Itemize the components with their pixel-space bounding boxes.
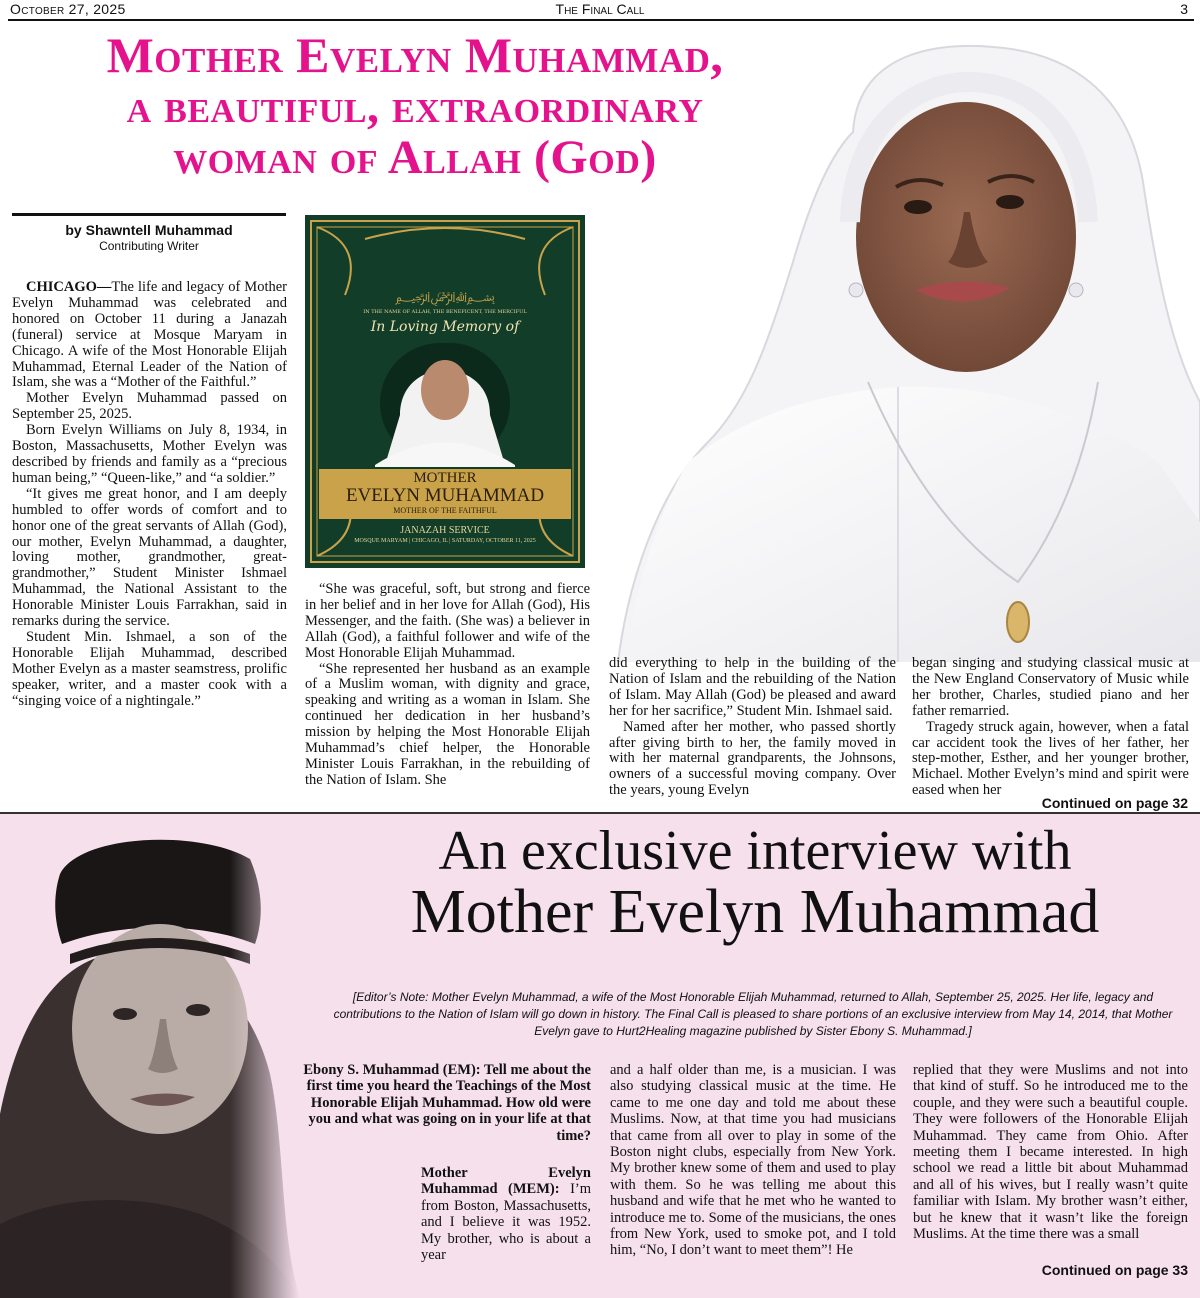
page-header [0,0,1200,20]
program-bismillah-line: IN THE NAME OF ALLAH, THE BENEFICENT, THE MERCIFUL [363,309,527,315]
page-number: 3 [1180,1,1188,17]
answer-speaker: Mother Evelyn Muhammad (MEM): [421,1165,591,1198]
continued-on-page-33-link[interactable]: Continued on page 33 [1041,1262,1188,1278]
interview-title-line-2: Mother Evelyn Muhammad [410,878,1100,946]
interview-answer-column-2: and a half older than me, is a musician. I was also studying classical music at the time. He came to me one day and told me about these Muslims. Now, at that time you had musicians that came from all over to play in some of the Boston night clubs, especially from New York. My brother knew some of them and used to play with them. So he was telling me about this husband and wife that he met who he wanted to introduce me to. Some of the musicians, the ones from New York, used to smoke pot, and I told him, “No, I don’t want to meet them”! He [610,1062,896,1259]
program-name: EVELYN MUHAMMAD [345,485,545,506]
program-title-line: MOTHER [413,470,477,486]
interview-title [310,822,1200,944]
dateline: CHICAGO— [26,279,112,295]
article-paragraph: began singing and studying classical music at the New England Conservatory of Music while her brother, Charles, studied piano and her father remarried. [912,655,1189,719]
main-headline [0,27,830,184]
article-paragraph: Mother Evelyn Muhammad passed on September 25, 2025. [12,390,287,423]
byline [12,213,286,254]
article-paragraph: “She represented her husband as an example of a Muslim woman, with dignity and grace, speaking and writing as a woman in Islam. She continued her dedication in her husband’s mission by helping the Most Honorable Elijah Muhammad’s chief helper, the Honorable Minister Louis Farrakhan, in the rebuilding of the Nation of Islam. She [305,660,590,788]
article-column-1 [12,280,287,709]
byline-author: by Shawntell Muhammad [65,222,233,238]
article-paragraph: “She was graceful, soft, but strong and fierce in her belief and in her love for Allah (God), His Messenger, and the faith. (She was) a believer in Allah (God), a faithful follower and wife of the Most Honorable Elijah Muhammad. [305,581,590,661]
program-subtitle: MOTHER OF THE FAITHFUL [393,506,497,515]
interview-title-line-1: An exclusive interview with [438,820,1072,882]
mother-evelyn-interview-photo [0,814,300,1298]
interview-question: Ebony S. Muhammad (EM): Tell me about the first time you heard the Teachings of the Most Honorable Elijah Muhammad. How old were you and what was going on in your life at that time? [303,1062,591,1144]
janazah-program-image [305,215,585,568]
article-paragraph: Born Evelyn Williams on July 8, 1934, in Boston, Massachusetts, Mother Evelyn was described by friends and family as a “precious human being,” “Queen-like,” and “a soldier.” [12,422,287,486]
program-details: MOSQUE MARYAM | CHICAGO, IL | SATURDAY, OCTOBER 11, 2025 [354,538,536,544]
header-rule [8,19,1194,21]
article-paragraph: Tragedy struck again, however, when a fatal car accident took the lives of her father, her step-mother, Esther, and her younger brother, Michael. Mother Evelyn’s mind and spirit were eased when her [912,718,1189,799]
article-column-3 [609,656,896,799]
svg-text:﷽: ﷽ [395,290,495,305]
byline-role: Contributing Writer [99,239,199,253]
article-paragraph: “It gives me great honor, and I am deeply humbled to offer words of comfort and to honor one of the great servants of Allah (God), our mother, Evelyn Muhammad, a daughter, loving mother, grandmother, great-grandmother,” Student Minister Ishmael Muhammad, the National Assistant to the Honorable Minister Louis Farrakhan, said in remarks during the service. [12,485,287,630]
editors-note: [Editor’s Note: Mother Evelyn Muhammad, a wife of the Most Honorable Elijah Muhammad, returned to Allah, September 25, 2025. Her life, legacy and contributions to the Nation of Islam will go down in history. The Final Call is pleased to share portions of an exclusive interview from May 14, 2014, that Mother Evelyn gave to Hurt2Healing magazine published by Sister Ebony S. Muhammad.] [333,990,1173,1038]
issue-date: October 27, 2025 [10,1,126,17]
interview-answer-column-3: replied that they were Muslims and not into that kind of stuff. So he introduced me to the couple, and they were such a beautiful couple. They were followers of the Honorable Elijah Muhammad. They came from Ohio. After meeting them I became interested. In high school we read a little bit about Muhammad and all of his wives, but I really wasn’t quite familiar with Islam. My brother wasn’t either, but he knew that it wasn’t like the foreign Muslims. At the time there was a small [913,1062,1188,1243]
article-column-2 [305,582,590,789]
publication-name: The Final Call [555,1,645,17]
headline-line-2: a beautiful, extraordinary [126,80,704,133]
article-column-4 [912,656,1189,799]
article-paragraph: Named after her mother, who passed shortly after giving birth to her, the family moved in with her maternal grandparents, the Johnsons, owners of a successful moving company. Over the years, young Evelyn [609,718,896,799]
article-paragraph: Student Min. Ishmael, a son of the Honorable Elijah Muhammad, described Mother Evelyn as a master seamstress, prolific speaker, writer, and a master cook with a “singing voice of a nightingale.” [12,628,287,709]
article-paragraph: did everything to help in the building of the Nation of Islam and the rebuilding of the Nation of Islam. May Allah (God) be pleased and award her for her sacrifice,” Student Min. Ishmael said. [609,655,896,719]
article-paragraph: CHICAGO—The life and legacy of Mother Evelyn Muhammad was celebrated and honored on October 11 during a Janazah (funeral) service at Mosque Maryam in Chicago. A wife of the Most Honorable Elijah Muhammad, Eternal Leader of the Nation of Islam, she was a “Mother of the Faithful.” [12,279,287,391]
continued-on-page-32-link[interactable]: Continued on page 32 [1041,795,1188,811]
interview-answer-column-1: Mother Evelyn Muhammad (MEM): I’m from Boston, Massachusetts, and I believe it was 1952. My brother, who is about a year [421,1165,591,1264]
headline-line-1: Mother Evelyn Muhammad, [106,27,724,83]
headline-line-3: woman of Allah (God) [173,131,657,184]
program-memory-line: In Loving Memory of [370,319,520,335]
program-service: JANAZAH SERVICE [400,525,490,536]
